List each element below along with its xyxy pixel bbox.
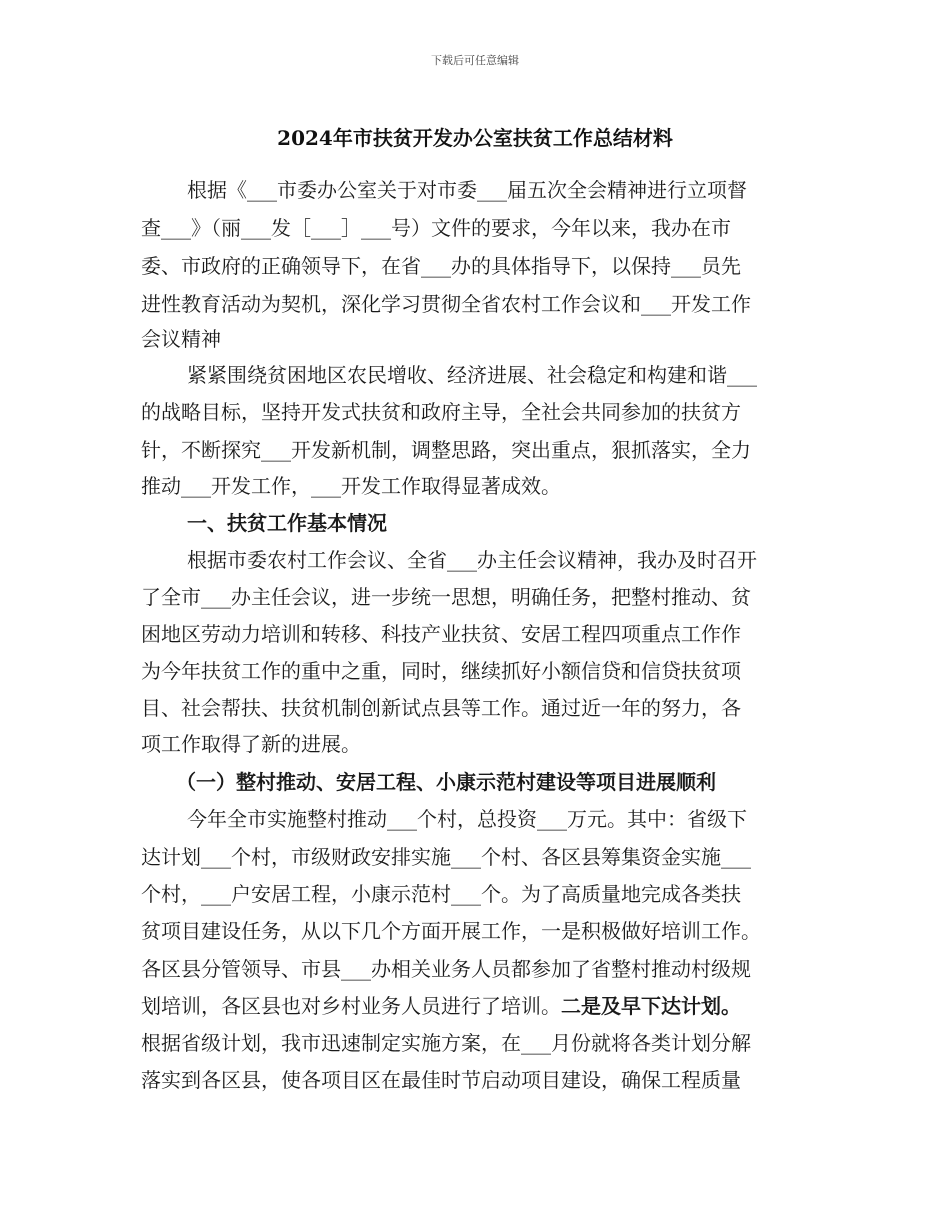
- paragraph-line: 各区县分管领导、市县___办相关业务人员都参加了省整村推动村级规: [141, 957, 751, 981]
- paragraph-line: 根据市委农村工作会议、全省___办主任会议精神，我办及时召开: [187, 548, 757, 572]
- bold-inline-text: 二是及早下达计划。: [561, 994, 741, 1018]
- paragraph-line: 的战略目标，坚持开发式扶贫和政府主导，全社会共同参加的扶贫方: [141, 400, 741, 424]
- paragraph-line: 今年全市实施整村推动___个村，总投资___万元。其中：省级下: [187, 807, 747, 831]
- paragraph-line: 困地区劳动力培训和转移、科技产业扶贫、安居工程四项重点工作作: [141, 622, 741, 646]
- paragraph-line: 委、市政府的正确领导下，在省___办的具体指导下，以保持___员先: [141, 254, 741, 278]
- paragraph-line: 根据省级计划，我市迅速制定实施方案，在___月份就将各类计划分解: [141, 1031, 751, 1055]
- paragraph-line: 了全市___办主任会议，进一步统一思想，明确任务，把整村推动、贫: [141, 585, 751, 609]
- paragraph-line: 紧紧围绕贫困地区农民增收、经济进展、社会稳定和构建和谐___: [187, 363, 757, 387]
- paragraph-line: 项工作取得了新的进展。: [141, 732, 361, 756]
- document-title: 2024年市扶贫开发办公室扶贫工作总结材料: [277, 126, 673, 150]
- paragraph-line: 会议精神: [141, 327, 221, 351]
- section-heading: 一、扶贫工作基本情况: [187, 511, 387, 535]
- paragraph-line: 达计划___个村，市级财政安排实施___个村、各区县筹集资金实施___: [141, 845, 751, 869]
- paragraph-line: 查___》（丽___发［___］___号）文件的要求，今年以来，我办在市: [141, 216, 731, 240]
- paragraph-line: 为今年扶贫工作的重中之重，同时，继续抓好小额信贷和信贷扶贫项: [141, 659, 741, 683]
- paragraph-line: 落实到各区县，使各项目区在最佳时节启动项目建设，确保工程质量: [141, 1068, 741, 1092]
- paragraph-line: 目、社会帮扶、扶贫机制创新试点县等工作。通过近一年的努力，各: [141, 696, 741, 720]
- paragraph-text: 划培训，各区县也对乡村业务人员进行了培训。: [141, 994, 561, 1018]
- header-note: 下载后可任意编辑: [431, 54, 519, 67]
- paragraph-line: 进性教育活动为契机，深化学习贯彻全省农村工作会议和___开发工作: [141, 292, 751, 316]
- paragraph-line: 贫项目建设任务，从以下几个方面开展工作，一是积极做好培训工作。: [141, 919, 761, 943]
- paragraph-line: 针，不断探究___开发新机制，调整思路，突出重点，狠抓落实，全力: [141, 438, 751, 462]
- paragraph-line: 根据《___市委办公室关于对市委___届五次全会精神进行立项督: [187, 178, 747, 202]
- paragraph-line: [141, 987, 741, 1025]
- paragraph-line: 个村，___户安居工程，小康示范村___个。为了高质量地完成各类扶: [141, 882, 741, 906]
- paragraph-line: 推动___开发工作，___开发工作取得显著成效。: [141, 474, 561, 498]
- subsection-heading: （一）整村推动、安居工程、小康示范村建设等项目进展顺利: [176, 770, 716, 794]
